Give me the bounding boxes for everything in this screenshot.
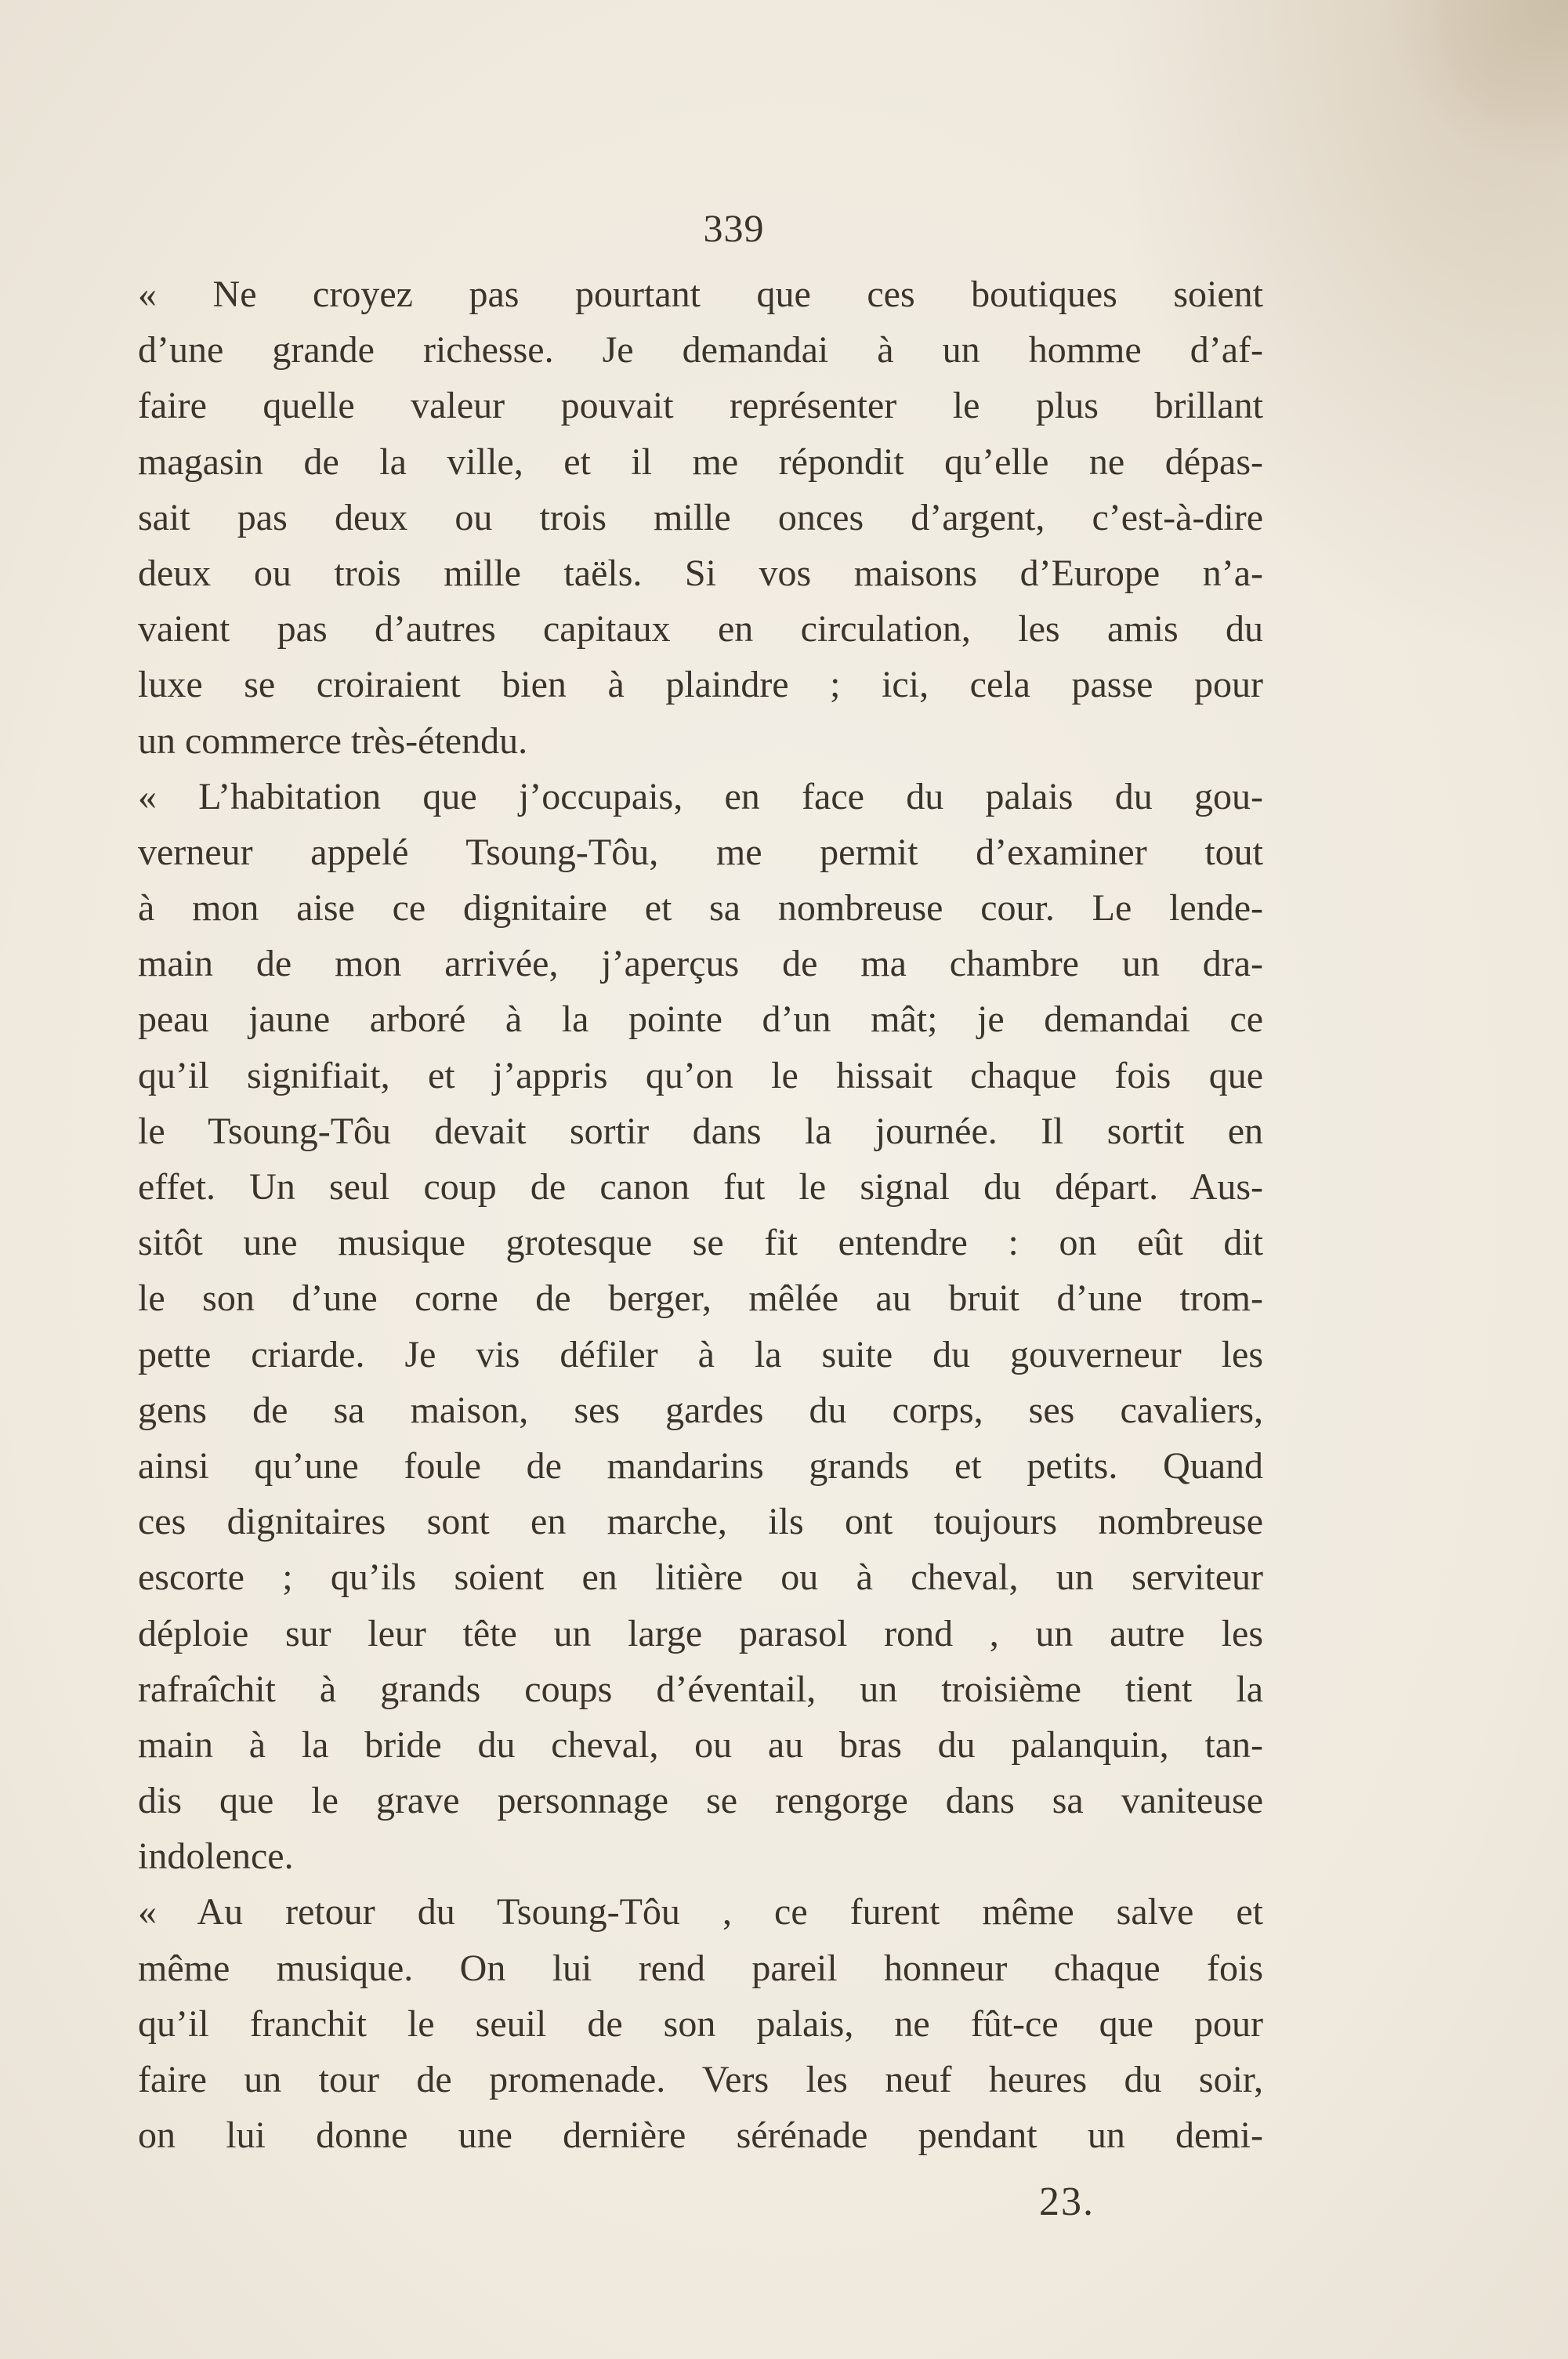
text-line: vaient pas d’autres capitaux en circulation, les amis du — [138, 608, 1263, 650]
text-line: « Au retour du Tsoung-Tôu , ce furent même salve et — [138, 1891, 1263, 1933]
text-line: « L’habitation que j’occupais, en face du palais du gou- — [138, 775, 1263, 817]
text-line: rafraîchit à grands coups d’éventail, un troisième tient la — [138, 1668, 1263, 1710]
text-line: sait pas deux ou trois mille onces d’argent, c’est-à-dire — [138, 496, 1263, 538]
text-line: luxe se croiraient bien à plaindre ; ici, cela passe pour — [138, 664, 1263, 706]
text-line: deux ou trois mille taëls. Si vos maisons d’Europe n’a- — [138, 552, 1263, 594]
text-line: ces dignitaires sont en marche, ils ont toujours nombreuse — [138, 1501, 1263, 1543]
text-line: gens de sa maison, ses gardes du corps, ses cavaliers, — [138, 1389, 1263, 1431]
text-line: indolence. — [138, 1835, 294, 1878]
text-line: un commerce très-étendu. — [138, 719, 528, 762]
text-line: même musique. On lui rend pareil honneur chaque fois — [138, 1947, 1263, 1989]
text-line: sitôt une musique grotesque se fit entendre : on eût dit — [138, 1222, 1263, 1264]
text-line: escorte ; qu’ils soient en litière ou à cheval, un serviteur — [138, 1556, 1263, 1599]
paragraph-1 — [138, 266, 1263, 769]
page-number: 339 — [703, 206, 765, 250]
text-line: ainsi qu’une foule de mandarins grands et petits. Quand — [138, 1444, 1263, 1487]
text-line: le son d’une corne de berger, mêlée au bruit d’une trom- — [138, 1277, 1263, 1320]
text-line: d’une grande richesse. Je demandai à un homme d’af- — [138, 329, 1263, 371]
text-line: qu’il signifiait, et j’appris qu’on le hissait chaque fois que — [138, 1054, 1263, 1096]
paragraph-3 — [138, 1884, 1263, 2163]
paragraph-2 — [138, 769, 1263, 1885]
text-line: « Ne croyez pas pourtant que ces boutiques soient — [138, 274, 1263, 315]
text-line: qu’il franchit le seuil de son palais, ne fût-ce que pour — [138, 2002, 1263, 2045]
text-line: peau jaune arboré à la pointe d’un mât; je demandai ce — [138, 998, 1263, 1041]
text-line: pette criarde. Je vis défiler à la suite du gouverneur les — [138, 1333, 1263, 1375]
text-line: faire un tour de promenade. Vers les neuf heures du soir, — [138, 2059, 1263, 2100]
text-line: dis que le grave personnage se rengorge dans sa vaniteuse — [138, 1780, 1263, 1822]
signature-mark: 23. — [1039, 2180, 1095, 2224]
page-stain — [1380, 0, 1568, 172]
text-line: effet. Un seul coup de canon fut le signal du départ. Aus- — [138, 1166, 1263, 1208]
body-text — [138, 266, 1263, 2163]
text-line: main à la bride du cheval, ou au bras du palanquin, tan- — [138, 1723, 1263, 1766]
text-line: faire quelle valeur pouvait représenter le plus brillant — [138, 385, 1263, 427]
text-line: magasin de la ville, et il me répondit qu’elle ne dépas- — [138, 440, 1263, 483]
text-line: on lui donne une dernière sérénade pendant un demi- — [138, 2114, 1263, 2157]
text-line: à mon aise ce dignitaire et sa nombreuse cour. Le lende- — [138, 887, 1263, 929]
text-line: main de mon arrivée, j’aperçus de ma chambre un dra- — [138, 943, 1263, 985]
text-line: le Tsoung-Tôu devait sortir dans la journée. Il sortit en — [138, 1110, 1263, 1152]
text-line: verneur appelé Tsoung-Tôu, me permit d’examiner tout — [138, 831, 1263, 873]
text-line: déploie sur leur tête un large parasol rond , un autre les — [138, 1612, 1263, 1654]
